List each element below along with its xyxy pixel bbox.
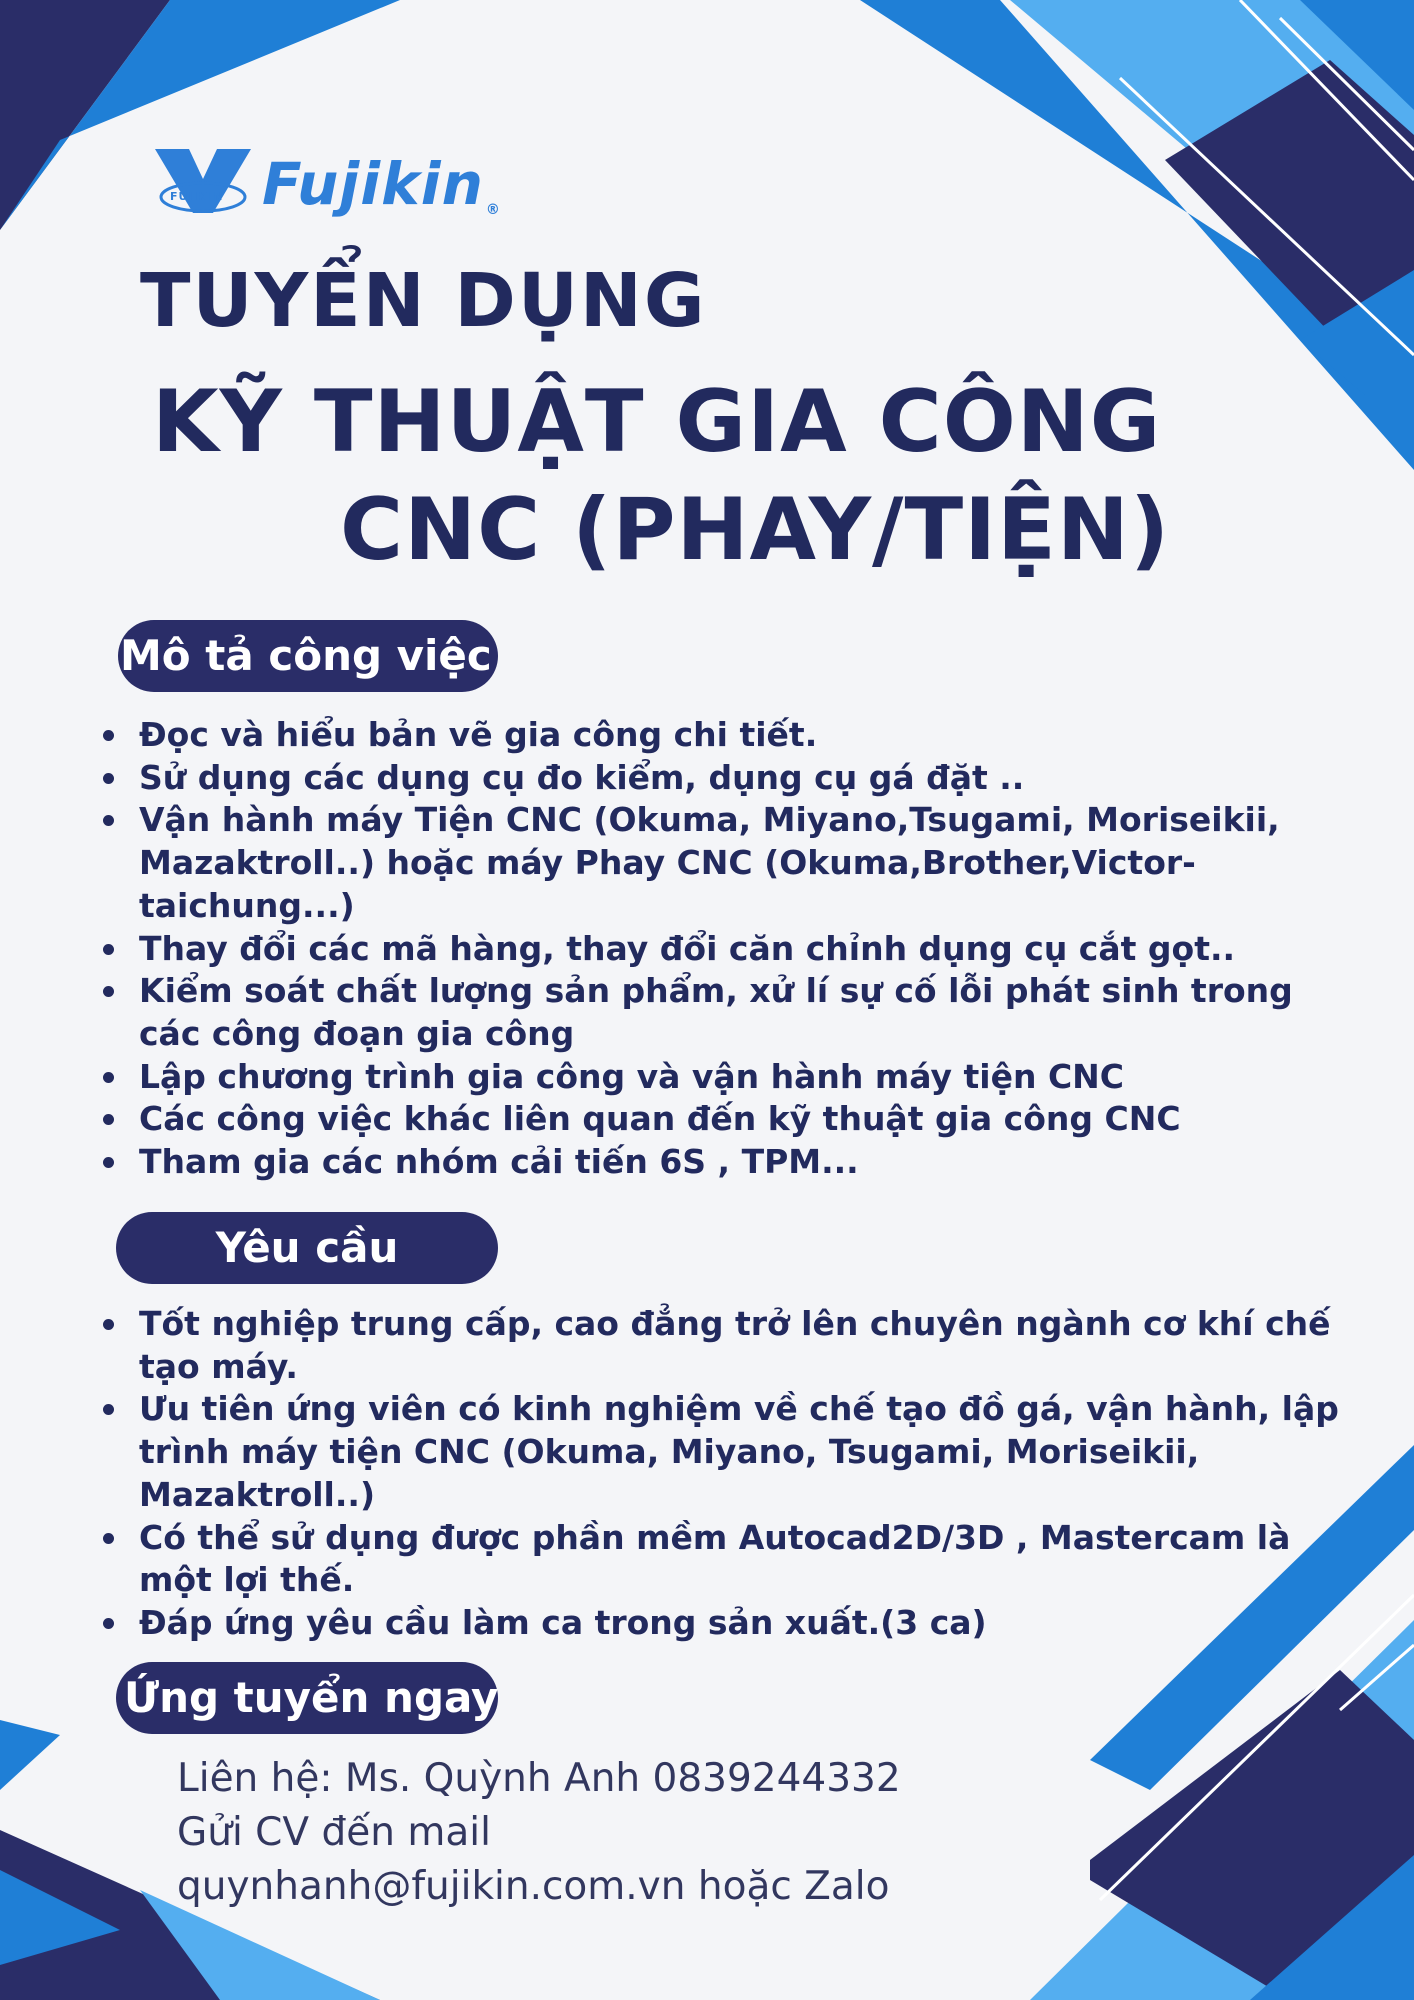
list-item: Tốt nghiệp trung cấp, cao đẳng trở lên chuyên ngành cơ khí chế tạo máy. (100, 1303, 1340, 1388)
list-item: Thay đổi các mã hàng, thay đổi căn chỉnh dụng cụ cắt gọt.. (100, 928, 1360, 971)
title-line-1: TUYỂN DỤNG (140, 258, 707, 344)
logo-wordmark: Fujikin ® (262, 150, 501, 218)
contact-email: quynhanh@fujikin.com.vn hoặc Zalo (177, 1864, 890, 1909)
job-description-list (100, 714, 1360, 1184)
job-description-heading: Mô tả công việc (118, 620, 498, 692)
list-item: Lập chương trình gia công và vận hành máy tiện CNC (100, 1056, 1360, 1099)
apply-now-heading: Ứng tuyển ngay (116, 1662, 498, 1734)
list-item: Đáp ứng yêu cầu làm ca trong sản xuất.(3 ca) (100, 1602, 1340, 1645)
list-item: Ưu tiên ứng viên có kinh nghiệm về chế tạo đồ gá, vận hành, lập trình máy tiện CNC (Okuma, Miyano, Tsugami, Moriseikii, Mazaktroll..) (100, 1388, 1340, 1516)
list-item: Các công việc khác liên quan đến kỹ thuật gia công CNC (100, 1098, 1360, 1141)
list-item: Kiểm soát chất lượng sản phẩm, xử lí sự cố lỗi phát sinh trong các công đoạn gia công (100, 970, 1360, 1055)
list-item: Tham gia các nhóm cải tiến 6S , TPM... (100, 1141, 1360, 1184)
requirements-heading: Yêu cầu (116, 1212, 498, 1284)
logo-v-mark-icon (155, 149, 251, 213)
contact-info (177, 1752, 901, 1914)
requirements-list (100, 1303, 1340, 1645)
list-item: Đọc và hiểu bản vẽ gia công chi tiết. (100, 714, 1360, 757)
title-line-2: KỸ THUẬT GIA CÔNG (152, 372, 1162, 472)
list-item: Vận hành máy Tiện CNC (Okuma, Miyano,Tsugami, Moriseikii, Mazaktroll..) hoặc máy Phay CNC (Okuma,Brother,Victor-taichung...) (100, 799, 1360, 927)
list-item: Sử dụng các dụng cụ đo kiểm, dụng cụ gá đặt .. (100, 757, 1360, 800)
contact-phone: Liên hệ: Ms. Quỳnh Anh 0839244332 (177, 1756, 901, 1801)
list-item: Có thể sử dụng được phần mềm Autocad2D/3D , Mastercam là một lợi thế. (100, 1517, 1340, 1602)
logo-badge-text: FUJIKIN (170, 190, 224, 203)
title-line-3: CNC (PHAY/TIỆN) (340, 480, 1171, 580)
contact-cv-label: Gửi CV đến mail (177, 1810, 491, 1855)
